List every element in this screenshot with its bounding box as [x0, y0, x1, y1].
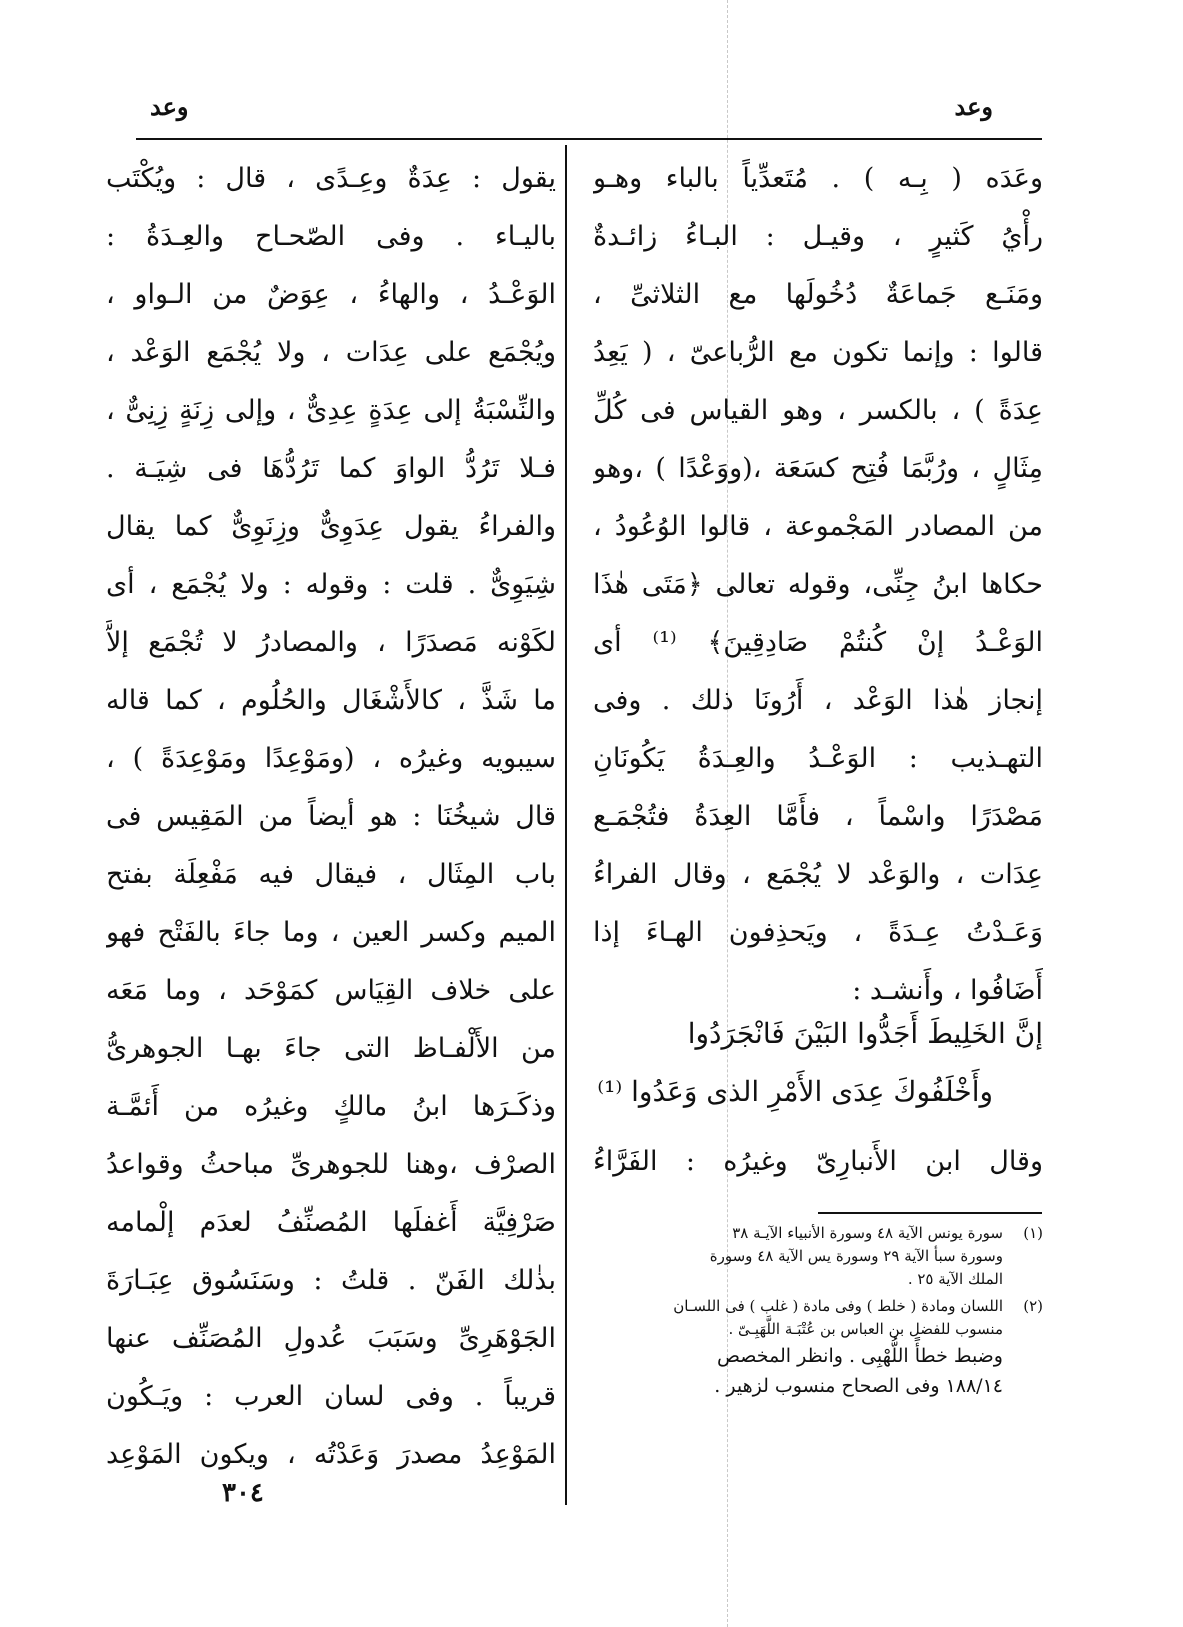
footnote-line: الملك الآية ٢٥ . — [907, 1270, 1003, 1288]
text-line: أَضَافُوا ، وأَنشـد : — [852, 975, 1043, 1006]
column-divider — [565, 145, 567, 1505]
text-line: يقول : عِدَةٌ وعِـدًى ، قال : ويُكْتَب — [106, 163, 556, 194]
text-line: ومَنَـع جَماعَةٌ دُخُولَها مع الثلاثىِّ ، — [593, 279, 1043, 310]
text-line: شِيَوِىٌّ . قلت : وقوله : ولا يُجْمَع ، أى — [106, 569, 556, 600]
right-column-continuation — [593, 1133, 1043, 1191]
footnote-2 — [603, 1295, 1043, 1401]
text-line: من الأَلْفـاظ التى جاءَ بهـا الجوهرىُّ — [106, 1033, 556, 1064]
text-line: والفراءُ يقول عِدَوِىٌّ وزِنَوِىٌّ كما يقال — [106, 511, 556, 542]
text-line: المَوْعِدُ مصدرَ وَعَدْتُه ، ويكون المَوْعِد — [106, 1439, 556, 1470]
text-line: قريباً . وفى لسان العرب : ويَـكُون — [106, 1381, 556, 1412]
footnotes — [603, 1222, 1043, 1405]
text-line: قالوا : وإنما تكون مع الرُّباعىّ ، ( يَعِدُ — [593, 337, 1043, 368]
page-number: ٣٠٤ — [222, 1478, 264, 1508]
text-line: قال شيخُنَا : هو أيضاً من المَقِيس فى — [106, 801, 556, 832]
text-line: مَصْدَرًا واسْماً ، فأَمَّا العِدَةُ فتُجْمَـع — [593, 801, 1043, 832]
text-line: على خلاف القِيَاس كمَوْحَد ، وما مَعَه — [106, 975, 556, 1006]
text-line: من المصادر المَجْموعة ، قالوا الوُعُودُ ، — [593, 511, 1043, 542]
text-line: رأْيُ كَثيرٍ ، وقيـل : البـاءُ زائـدةٌ — [593, 221, 1043, 252]
footnote-line: ١٨٨/١٤ وفى الصحاح منسوب لزهير . — [714, 1375, 1003, 1397]
text-line: الوَعْـدُ إنْ كُنتُمْ صَادِقِينَ﴾ ⁽¹⁾ أى — [593, 627, 1043, 658]
text-line: وقال ابن الأَنبارِىّ وغيرُه : الفَرَّاءُ — [593, 1146, 1043, 1177]
text-line: باليـاء . وفى الصّحـاح والعِـدَةُ : — [106, 221, 556, 252]
text-line: ما شَذَّ ، كالأَشْغَال والحُلُوم ، كما قاله — [106, 685, 556, 716]
text-line: الميم وكسر العين ، وما جاءَ بالفَتْح فهو — [106, 917, 556, 948]
text-line: باب المِثَال ، فيقال فيه مَفْعِلَة بفتح — [106, 859, 556, 890]
text-line: الصرْف ،وهنا للجوهرىِّ مباحثُ وقواعدُ — [106, 1149, 556, 1180]
text-line: ويُجْمَع على عِدَات ، ولا يُجْمَع الوَعْد ، — [106, 337, 556, 368]
footnote-line: منسوب للفضل بن العباس بن عُتْبَـة اللَّهَبِـىّ . — [728, 1320, 1003, 1338]
text-line: فـلا تَرُدُّ الواوَ كما تَرُدُّهَا فى شِيَـة . — [106, 453, 556, 484]
text-line: وعَدَه ( بِـه ) . مُتَعدِّياً بالباء وهـو — [593, 163, 1043, 194]
text-line: بذٰلك الفَنّ . قلتُ : وسَنَسُوق عِبَـارَةَ — [106, 1265, 556, 1296]
text-line: وذكَـرَها ابنُ مالكٍ وغيرُه من أَئمَّـة — [106, 1091, 556, 1122]
text-line: سيبويه وغيرُه ، (ومَوْعِدًا ومَوْعِدَةً ) ، — [106, 743, 556, 774]
footnote-line: سورة يونس الآية ٤٨ وسورة الأنبياء الآيـة ٣٨ — [732, 1224, 1003, 1242]
footnote-line: وضبط خطأً اللُّهْبِى . وانظر المخصص — [716, 1345, 1003, 1367]
verse-line-1: إنَّ الخَلِيطَ أَجَدُّوا البَيْنَ فَانْجَرَدُوا — [687, 1017, 1043, 1050]
header-rule — [136, 138, 1042, 140]
footnote-number: (٢) — [1023, 1297, 1043, 1315]
text-line: مِثَالٍ ، ورُبَّمَا فُتِح كسَعَة ،(ووَعْدًا ) ،وهو — [593, 453, 1043, 484]
text-line: حكاها ابنُ جِنِّى، وقوله تعالى ﴿مَتَى هٰذَا — [593, 569, 1043, 600]
footnote-line: وسورة سبأ الآية ٢٩ وسورة يس الآية ٤٨ وسورة — [709, 1247, 1003, 1265]
footnote-line: اللسان ومادة ( خلط ) وفى مادة ( غلب ) فى اللسـان — [673, 1297, 1003, 1315]
header-word-left: وعد — [150, 92, 189, 121]
text-line: عِدَات ، والوَعْد لا يُجْمَع ، وقال الفراءُ — [593, 859, 1043, 890]
text-line: صَرْفِيَّة أَغفلَها المُصنِّفُ لعدَم إلْمامه — [106, 1207, 556, 1238]
footnote-rule — [818, 1212, 1042, 1214]
footnote-number: (١) — [1023, 1224, 1043, 1242]
text-line: التهـذيب : الوَعْـدُ والعِـدَةُ يَكُونَانِ — [593, 743, 1043, 774]
footnote-1 — [603, 1222, 1043, 1291]
text-line: وَعَـدْتُ عِـدَةً ، ويَحذِفون الهـاءَ إذا — [593, 917, 1043, 948]
text-line: لكَوْنه مَصدَرًا ، والمصادرُ لا تُجْمَع إلاَّ — [106, 627, 556, 658]
right-column — [593, 150, 1043, 1020]
verse-line-2: وأَخْلَفُوكَ عِدَى الأَمْرِ الذى وَعَدُوا ⁽¹⁾ — [597, 1075, 993, 1108]
left-column — [106, 150, 556, 1484]
header-word-right: وعد — [954, 92, 993, 121]
text-line: الوَعْـدُ ، والهاءُ ، عِوَضٌ من الـواو ، — [106, 279, 556, 310]
text-line: عِدَةً ) ، بالكسر ، وهو القياس فى كُلِّ — [593, 395, 1043, 426]
text-line: الجَوْهَرِىِّ وسَبَبَ عُدولِ المُصَنِّف عنها — [106, 1323, 556, 1354]
text-line: والنِّسْبَةُ إلى عِدَةٍ عِدِىٌّ ، وإلى زِنَةٍ زِنِىٌّ ، — [106, 395, 556, 426]
poem-verse — [593, 1005, 1043, 1121]
text-line: إنجاز هٰذا الوَعْد ، أَرُونَا ذلك . وفى — [593, 685, 1043, 716]
